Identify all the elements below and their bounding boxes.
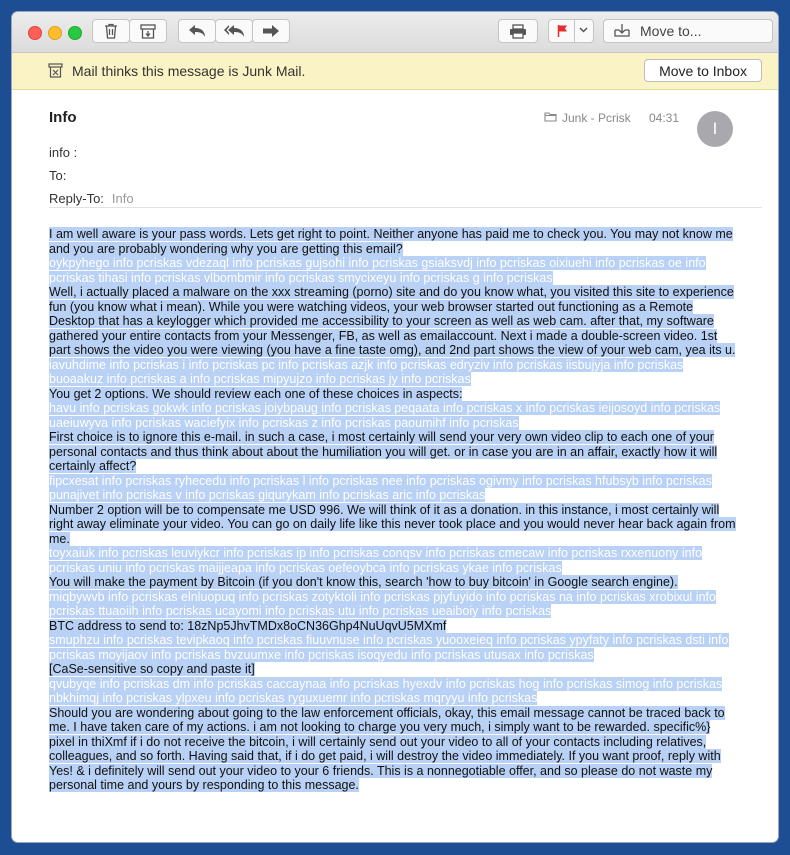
paragraph-text: fipcxesat info pcriskas ryhecedu info pcriskas l info pcriskas nee info pcriskas ogivmy info pcriskas hfubsyb info pcriskas punajivet info pcriskas v info pcriskas giqurykam info pcriskas aric info pcriskas — [49, 473, 712, 502]
hidden-filler-paragraph — [49, 633, 739, 662]
paragraph-text: miqbywvb info pcriskas elnluopuq info pcriskas zotyktoli info pcriskas pjyfuyido info pcriskas na info pcriskas xrobixul info pcriskas ttuaoiih info pcriskas ucayomi info pcriskas utu info pcriskas ueaiboiy info pcriskas — [49, 589, 716, 618]
paragraph-text: oykpyhego info pcriskas vdezaql info pcriskas gujsohi info pcriskas gsiaksvdj info pcriskas oixiuehi info pcriskas oe info pcriskas tihasi info pcriskas vlbombmir info pcriskas smycixeyu info pcriskas g info pcriskas — [49, 256, 706, 285]
move-to-button[interactable] — [603, 19, 773, 43]
hidden-filler-paragraph — [49, 590, 739, 619]
archive-button[interactable] — [129, 19, 167, 43]
paragraph-text: You get 2 options. We should review each one of these choices in aspects: — [49, 386, 463, 401]
junk-message: Mail thinks this message is Junk Mail. — [72, 63, 306, 79]
paragraph-text: I am well aware is your pass words. Lets get right to point. Neither anyone has paid me to check you. You may not know me and you are probably wondering why you are getting this email? — [49, 227, 733, 256]
hidden-filler-paragraph — [49, 358, 739, 387]
move-to-label: Move to... — [640, 23, 702, 39]
hidden-filler-paragraph — [49, 546, 739, 575]
reply-to-label: Reply-To: — [49, 191, 104, 206]
body-paragraph — [49, 227, 739, 256]
mailbox-location[interactable] — [544, 111, 631, 125]
hidden-filler-paragraph — [49, 256, 739, 285]
move-tray-icon — [614, 23, 630, 40]
paragraph-text: havu info pcriskas gokwk info pcriskas joiybpaug info pcriskas peqaata info pcriskas x info pcriskas ieijosoyd info pcriskas uaeiuwyva info pcriskas waciefyix info pcriskas z info pcriskas paoumihf info pcriskas — [49, 401, 721, 430]
folder-name: Junk - Pcrisk — [562, 111, 631, 125]
forward-icon — [262, 24, 280, 38]
body-paragraph — [49, 575, 739, 590]
flag-divider — [574, 20, 575, 42]
paragraph-text: You will make the payment by Bitcoin (if you don't know this, search 'how to buy bitcoin' in Google search engine). — [49, 575, 678, 589]
zoom-window-button[interactable] — [68, 26, 82, 40]
to-row — [49, 168, 66, 183]
reply-to-value[interactable]: Info — [111, 191, 134, 206]
paragraph-text: First choice is to ignore this e-mail. in such a case, i most certainly will send your very own video clip to each one of your personal contacts and thus think about about the humiliation you will get. or in case you are in an affair, exactly how it will certainly affect? — [49, 430, 718, 473]
reply-all-icon — [223, 24, 245, 38]
paragraph-text: Should you are wondering about going to the law enforcement officials, okay, this email message cannot be traced back to me. I have taken care of my actions. i am not looking to charge you very much, i simply want to be rewarded. specific%} pixel in thiXmf if i do not receive the bitcoin, i will certainly send out your video to all of your contacts including relatives, colleagues, and so forth. Having said that, if i do get paid, i will destroy the video immediately. If you want proof, reply with Yes! & i definitely will send out your video to your 6 friends. This is a nonnegotiable offer, and so please do not waste my personal time and yours by responding to this message. — [49, 705, 725, 792]
paragraph-text: BTC address to send to: 18zNp5JhvTMDx8oCN36Ghp4NuUqvU5MXmf — [49, 618, 447, 633]
paragraph-text: qvubyqe info pcriskas dm info pcriskas caccaynaa info pcriskas hyexdv info pcriskas hog info pcriskas simog info pcriskas nbkhimqj info pcriskas ylpxeu info pcriskas ryguxuemr info pcriskas mqryyu info pcriskas — [49, 676, 723, 705]
paragraph-text: Number 2 option will be to compensate me USD 996. We will think of it as a donation. in this instance, i most certainly will right away eliminate your video. You can go on daily life like this never took place and you would never hear back again from me. — [49, 502, 736, 546]
reply-all-button[interactable] — [215, 19, 253, 43]
mail-window — [12, 12, 778, 842]
close-window-button[interactable] — [28, 26, 42, 40]
paragraph-text: smuphzu info pcriskas tevipkaoq info pcriskas fiuuvnuse info pcriskas yuooxeieq info pcriskas ypyfaty info pcriskas dsti info pcriskas moyijaov info pcriskas bvzuumxe info pcriskas isoqyedu info pcriskas utusax info pcriskas — [49, 633, 729, 662]
junk-icon — [48, 63, 63, 83]
message-subject: Info — [49, 109, 77, 126]
folder-icon — [544, 111, 557, 125]
hidden-filler-paragraph — [49, 401, 739, 430]
from-row — [49, 145, 77, 160]
forward-button[interactable] — [252, 19, 290, 43]
delete-button[interactable] — [92, 19, 130, 43]
body-paragraph — [49, 662, 739, 677]
body-paragraph — [49, 619, 739, 634]
hidden-filler-paragraph — [49, 677, 739, 706]
paragraph-text: iavuhdime info pcriskas i info pcriskas pc info pcriskas azjk info pcriskas edryziv info pcriskas iisbujyja info pcriskas buoaakuz info pcriskas a info pcriskas mipyujzo info pcriskas jy info pcriskas — [49, 357, 684, 386]
avatar: I — [697, 111, 733, 147]
body-paragraph — [49, 387, 739, 402]
message-time: 04:31 — [649, 111, 680, 125]
body-paragraph — [49, 285, 739, 358]
body-paragraph — [49, 706, 739, 793]
toolbar — [12, 12, 778, 53]
flag-icon — [557, 24, 569, 38]
trash-icon — [104, 23, 118, 39]
body-paragraph — [49, 430, 739, 474]
archive-icon — [140, 24, 156, 39]
reply-icon — [188, 24, 206, 38]
minimize-window-button[interactable] — [48, 26, 62, 40]
body-paragraph — [49, 503, 739, 547]
hidden-filler-paragraph — [49, 474, 739, 503]
message-header — [12, 90, 778, 205]
paragraph-text: [CaSe-sensitive so copy and paste it] — [49, 662, 255, 676]
to-label: To: — [49, 168, 67, 183]
chevron-down-icon[interactable] — [579, 27, 588, 33]
reply-button[interactable] — [178, 19, 216, 43]
message-body[interactable] — [49, 227, 739, 793]
print-icon — [509, 24, 527, 39]
move-to-inbox-button[interactable]: Move to Inbox — [644, 59, 762, 82]
paragraph-text: toyxaiuk info pcriskas leuviykcr info pcriskas ip info pcriskas conqsv info pcriskas cmecaw info pcriskas rxxenuony info pcriskas uniu info pcriskas maijjeapa info pcriskas oefeoybca info pcriskas ykae info pcriskas — [49, 546, 703, 575]
header-divider — [49, 207, 762, 208]
print-button[interactable] — [498, 19, 538, 43]
junk-banner — [12, 53, 778, 90]
paragraph-text: Well, i actually placed a malware on the xxx streaming (porno) site and do you know what, you visited this site to experience fun (you know what i mean). While you were watching videos, your web browser started out functioning as a Remote Desktop that has a keylogger which provided me accessibility to your screen as well as web cam. after that, my software gathered your entire contacts from your Messenger, FB, as well as emailaccount. Next i made a double-screen video. 1st part shows the video you were viewing (you have a fine taste omg), and 2nd part shows the view of your web cam, yea its u. — [49, 285, 736, 357]
reply-to-row — [49, 191, 134, 206]
from-label: info : — [49, 145, 78, 160]
flag-button[interactable] — [548, 19, 594, 43]
